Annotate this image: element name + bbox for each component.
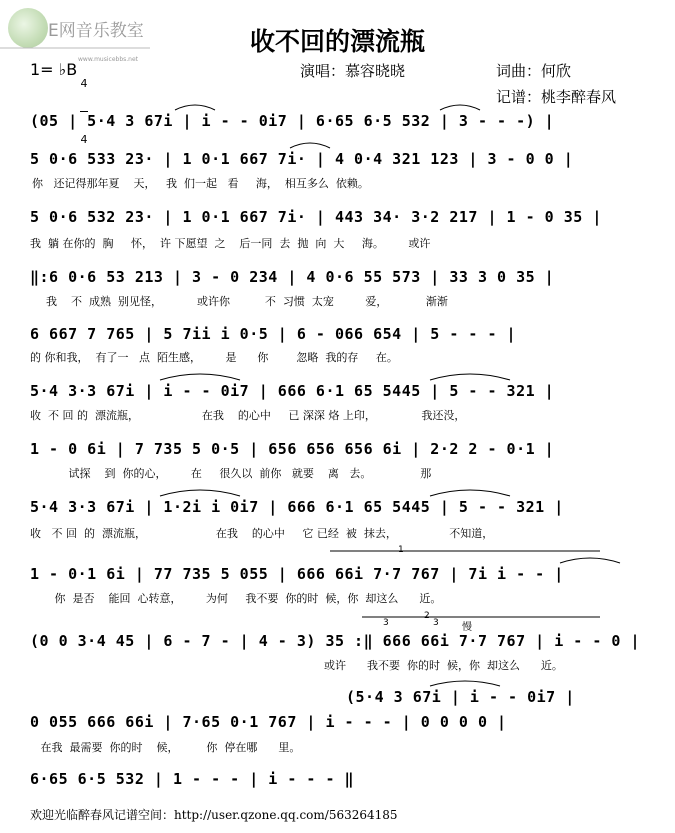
footer-text: 欢迎光临醉春风记谱空间：http://user.qzone.qq.com/563264185 [30, 808, 398, 822]
score-row-13: 6·65 6·5 532 | 1 - - - | i - - - ‖ [30, 770, 355, 788]
score-row-1: (05 | 5·4 3 67i | i - - 0i7 | 6·65 6·5 532 | 3 - - -) | [30, 112, 555, 130]
tempo-slow-mark: 慢 [462, 622, 472, 633]
lyric-row-7: 试探 到 你的心， 在 很久以 前你 就要 离 去。 那 [30, 467, 432, 480]
score-row-10: (0 0 3·4 45 | 6 - 7 - | 4 - 3) 35 :‖ 666 66i 7·7 767 | i - - 0 | [30, 632, 640, 650]
singer-credit: 演唱：慕容晓晓 [300, 62, 406, 80]
score-row-9: 1 - 0·1 6i | 77 735 5 055 | 666 66i 7·7 767 | 7i i - - | [30, 565, 564, 583]
triplet-mark-1: 3 [383, 618, 389, 628]
composer-credit: 词曲：何欣 [496, 62, 572, 80]
volta-1-number: 1 [398, 545, 404, 555]
lyric-row-12: 在我 最需要 你的时 候， 你 停在哪 里。 [30, 741, 301, 754]
lyric-row-8: 收 不 回 的 漂流瓶， 在我 的心中 它 已经 被 抹去， 不知道， [30, 527, 494, 540]
time-signature-bottom: 4 [80, 133, 88, 146]
lyric-row-3: 我 躺 在你的 胸 怀， 许 下愿望 之 后一同 去 抛 向 大 海。 或许 [30, 237, 431, 250]
lyric-row-5: 的 你和我， 有了一 点 陌生感， 是 你 忽略 我的存 在。 [30, 351, 398, 364]
transcriber-credit: 记谱：桃李醉春风 [496, 88, 617, 106]
logo-text: E网音乐教室 [48, 21, 144, 41]
score-row-11: (5·4 3 67i | i - - 0i7 | [346, 688, 575, 706]
triplet-mark-2: 3 [433, 618, 439, 628]
time-signature-top: 4 [80, 77, 88, 90]
score-row-5: 6 667 7 765 | 5 7ii i 0·5 | 6 - 066 654 | 5 - - - | [30, 325, 517, 343]
score-row-6: 5·4 3·3 67i | i - - 0i7 | 666 6·1 65 5445 | 5 - - 321 | [30, 382, 555, 400]
lyric-row-4: 我 不 成熟 别见怪， 或许你 不 习惯 太宠 爱， 渐渐 [46, 295, 448, 308]
score-row-2: 5 0·6 533 23· | 1 0·1 667 7i· | 4 0·4 321 123 | 3 - 0 0 | [30, 150, 574, 168]
volta-2-number: 2 [424, 611, 430, 621]
lyric-row-6: 收 不 回 的 漂流瓶， 在我 的心中 已 深深 烙 上印， 我还没， [30, 409, 466, 422]
score-row-7: 1 - 0 6i | 7 735 5 0·5 | 656 656 656 6i | 2·2 2 - 0·1 | [30, 440, 555, 458]
score-row-12: 0 055 666 66i | 7·65 0·1 767 | i - - - | 0 0 0 0 | [30, 713, 507, 731]
score-row-4: ‖:6 0·6 53 213 | 3 - 0 234 | 4 0·6 55 573 | 33 3 0 35 | [30, 268, 555, 286]
lyric-row-9: 你 是否 能回 心转意， 为何 我不要 你的时 候，你 却这么 近。 [30, 592, 442, 605]
score-row-8: 5·4 3·3 67i | 1·2i i 0i7 | 666 6·1 65 5445 | 5 - - 321 | [30, 498, 564, 516]
lyric-row-10: 或许 我不要 你的时 候，你 却这么 近。 [324, 659, 563, 672]
song-title: 收不回的漂流瓶 [249, 27, 425, 56]
lyric-row-2: 你 还记得那年夏 天， 我 们一起 看 海， 相互多么 依赖。 [32, 177, 369, 190]
score-row-3: 5 0·6 532 23· | 1 0·1 667 7i· | 443 34· 3·2 217 | 1 - 0 35 | [30, 208, 602, 226]
logo-url: www.musicebbs.net [78, 56, 139, 63]
key-signature: 1= ♭B [30, 60, 78, 79]
